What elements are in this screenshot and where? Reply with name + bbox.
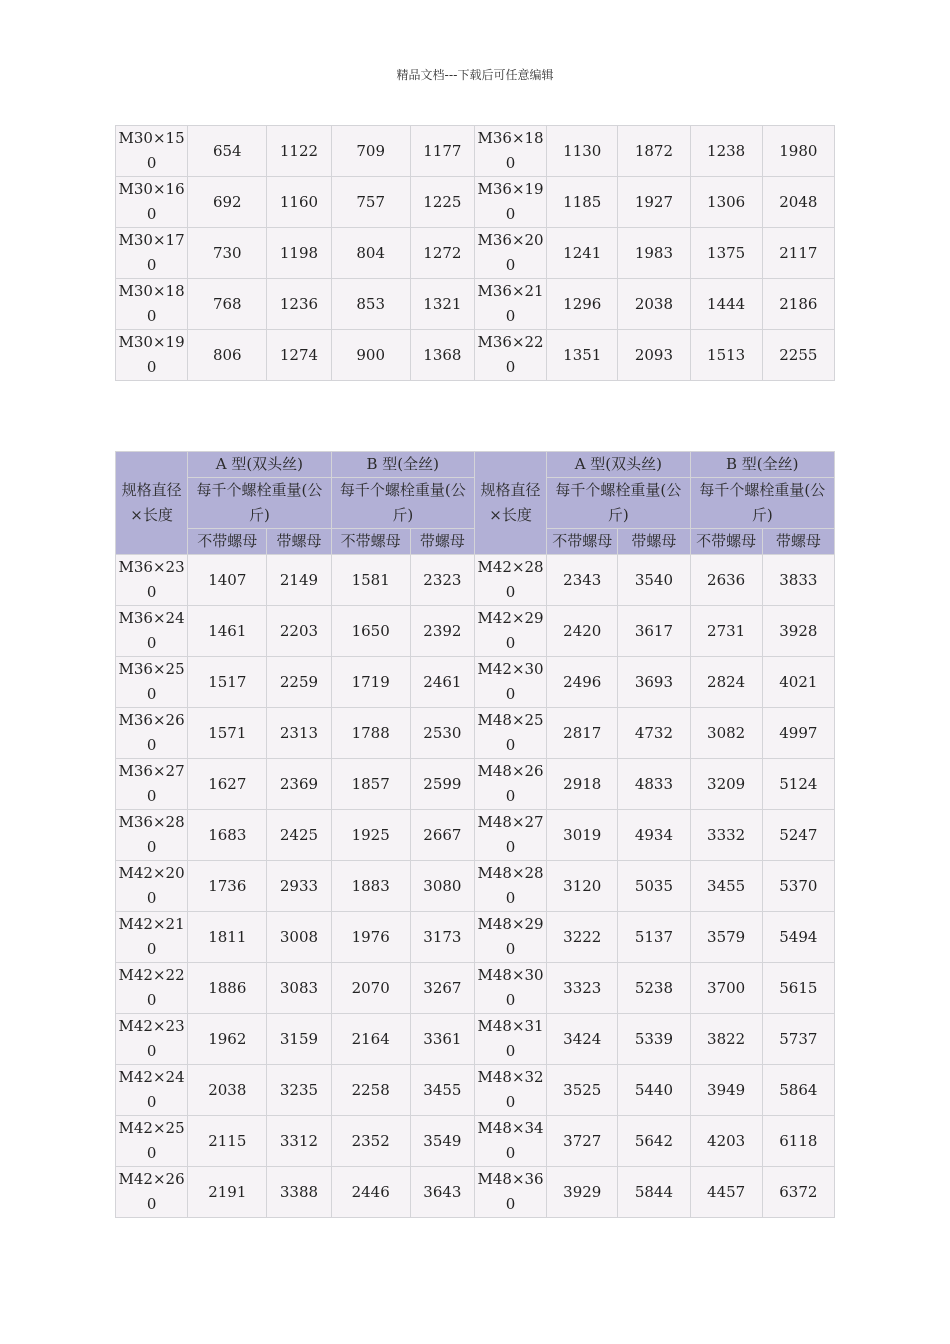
weight-cell: 2115 [188,1116,267,1167]
weight-cell: 692 [188,177,267,228]
spec-cell: M42×260 [116,1167,188,1218]
weight-cell: 3949 [690,1065,762,1116]
weight-cell: 1272 [410,228,474,279]
weight-cell: 2038 [188,1065,267,1116]
table-row [116,1014,835,1065]
weight-cell: 2352 [331,1116,410,1167]
weight-cell: 2918 [547,759,618,810]
weight-cell: 5440 [618,1065,690,1116]
weight-cell: 1296 [547,279,618,330]
weight-cell: 1811 [188,912,267,963]
spec-cell: M48×360 [474,1167,546,1218]
table-row [116,1167,835,1218]
spec-cell: M36×250 [116,657,188,708]
spec-cell: M36×200 [474,228,546,279]
table-row [116,555,835,606]
table-row [116,330,835,381]
weight-cell: 2255 [762,330,834,381]
weight-cell: 1236 [267,279,331,330]
spec-cell: M48×320 [474,1065,546,1116]
weight-cell: 5844 [618,1167,690,1218]
weight-cell: 3525 [547,1065,618,1116]
weight-cell: 5642 [618,1116,690,1167]
weight-cell: 6372 [762,1167,834,1218]
weight-cell: 2191 [188,1167,267,1218]
spec-cell: M48×280 [474,861,546,912]
weight-cell: 1225 [410,177,474,228]
weight-cell: 3332 [690,810,762,861]
weight-cell: 2392 [410,606,474,657]
weight-cell: 3235 [267,1065,331,1116]
weight-cell: 2933 [267,861,331,912]
spec-cell: M36×260 [116,708,188,759]
weight-cell: 1375 [690,228,762,279]
spec-cell: M42×210 [116,912,188,963]
weight-cell: 730 [188,228,267,279]
spec-cell: M36×180 [474,126,546,177]
spec-cell: M48×260 [474,759,546,810]
spec-cell: M30×150 [116,126,188,177]
weight-cell: 2731 [690,606,762,657]
weight-cell: 3323 [547,963,618,1014]
weight-cell: 2093 [618,330,690,381]
weight-header: 每千个螺栓重量(公斤) [547,478,690,529]
weight-cell: 1886 [188,963,267,1014]
weight-cell: 2636 [690,555,762,606]
weight-cell: 1238 [690,126,762,177]
weight-cell: 3455 [690,861,762,912]
spec-cell: M36×230 [116,555,188,606]
type-a-header-left: A 型(双头丝) [188,452,331,478]
weight-cell: 3083 [267,963,331,1014]
spec-cell: M42×200 [116,861,188,912]
spec-cell: M48×310 [474,1014,546,1065]
weight-cell: 4021 [762,657,834,708]
table-row [116,759,835,810]
table-row [116,279,835,330]
weight-cell: 1274 [267,330,331,381]
without-nut-header: 不带螺母 [188,529,267,555]
weight-cell: 5124 [762,759,834,810]
weight-cell: 3693 [618,657,690,708]
weight-cell: 1650 [331,606,410,657]
table-row [116,963,835,1014]
weight-cell: 1461 [188,606,267,657]
weight-cell: 1927 [618,177,690,228]
spec-cell: M48×270 [474,810,546,861]
with-nut-header: 带螺母 [410,529,474,555]
weight-cell: 1198 [267,228,331,279]
weight-cell: 2446 [331,1167,410,1218]
without-nut-header: 不带螺母 [331,529,410,555]
weight-cell: 1983 [618,228,690,279]
spec-header-left: 规格直径×长度 [116,452,188,555]
weight-cell: 2824 [690,657,762,708]
weight-cell: 2496 [547,657,618,708]
weight-cell: 768 [188,279,267,330]
weight-cell: 5615 [762,963,834,1014]
weight-cell: 5339 [618,1014,690,1065]
weight-cell: 3312 [267,1116,331,1167]
weight-cell: 5035 [618,861,690,912]
weight-cell: 2203 [267,606,331,657]
spec-cell: M48×290 [474,912,546,963]
type-a-header-right: A 型(双头丝) [547,452,690,478]
bolt-weight-table-top [115,125,835,381]
spec-cell: M36×280 [116,810,188,861]
weight-header: 每千个螺栓重量(公斤) [690,478,834,529]
weight-cell: 3833 [762,555,834,606]
weight-cell: 3080 [410,861,474,912]
weight-cell: 3617 [618,606,690,657]
weight-cell: 4457 [690,1167,762,1218]
weight-cell: 1872 [618,126,690,177]
weight-cell: 1241 [547,228,618,279]
weight-cell: 1177 [410,126,474,177]
weight-cell: 1122 [267,126,331,177]
weight-cell: 1185 [547,177,618,228]
weight-cell: 4997 [762,708,834,759]
spec-cell: M36×220 [474,330,546,381]
spec-cell: M42×280 [474,555,546,606]
weight-cell: 2530 [410,708,474,759]
table-row [116,657,835,708]
weight-cell: 1407 [188,555,267,606]
weight-cell: 3209 [690,759,762,810]
weight-cell: 3008 [267,912,331,963]
weight-cell: 3929 [547,1167,618,1218]
table-row [116,1065,835,1116]
spec-cell: M48×300 [474,963,546,1014]
weight-cell: 1788 [331,708,410,759]
weight-cell: 3540 [618,555,690,606]
table-row [116,708,835,759]
table-body [116,126,835,381]
spec-cell: M36×190 [474,177,546,228]
weight-cell: 4732 [618,708,690,759]
weight-cell: 1160 [267,177,331,228]
table-row [116,810,835,861]
spec-header-right: 规格直径×长度 [474,452,546,555]
table-row [116,606,835,657]
weight-cell: 806 [188,330,267,381]
weight-cell: 2343 [547,555,618,606]
type-b-header-right: B 型(全丝) [690,452,834,478]
weight-cell: 757 [331,177,410,228]
weight-cell: 3928 [762,606,834,657]
weight-cell: 1736 [188,861,267,912]
spec-cell: M36×270 [116,759,188,810]
weight-cell: 5864 [762,1065,834,1116]
weight-cell: 2038 [618,279,690,330]
weight-cell: 5494 [762,912,834,963]
weight-cell: 2070 [331,963,410,1014]
weight-header: 每千个螺栓重量(公斤) [331,478,474,529]
weight-cell: 2323 [410,555,474,606]
weight-cell: 1980 [762,126,834,177]
weight-cell: 4203 [690,1116,762,1167]
weight-cell: 3424 [547,1014,618,1065]
weight-cell: 1517 [188,657,267,708]
weight-cell: 2420 [547,606,618,657]
weight-cell: 804 [331,228,410,279]
weight-cell: 1976 [331,912,410,963]
table-body [116,555,835,1218]
weight-cell: 2048 [762,177,834,228]
weight-cell: 6118 [762,1116,834,1167]
with-nut-header: 带螺母 [618,529,690,555]
weight-cell: 5137 [618,912,690,963]
weight-cell: 2164 [331,1014,410,1065]
bolt-weight-table-main [115,451,835,1218]
with-nut-header: 带螺母 [267,529,331,555]
table-row [116,177,835,228]
weight-cell: 3700 [690,963,762,1014]
weight-cell: 1306 [690,177,762,228]
weight-cell: 4833 [618,759,690,810]
spec-cell: M42×220 [116,963,188,1014]
weight-cell: 3579 [690,912,762,963]
with-nut-header: 带螺母 [762,529,834,555]
weight-cell: 3643 [410,1167,474,1218]
weight-cell: 853 [331,279,410,330]
weight-cell: 1351 [547,330,618,381]
weight-cell: 3361 [410,1014,474,1065]
weight-cell: 2149 [267,555,331,606]
weight-header: 每千个螺栓重量(公斤) [188,478,331,529]
weight-cell: 1962 [188,1014,267,1065]
weight-cell: 5238 [618,963,690,1014]
table-row [116,228,835,279]
weight-cell: 1571 [188,708,267,759]
weight-cell: 1857 [331,759,410,810]
weight-cell: 3822 [690,1014,762,1065]
spec-cell: M30×190 [116,330,188,381]
page-header: 精品文档---下载后可任意编辑 [396,68,554,82]
weight-cell: 3082 [690,708,762,759]
weight-cell: 1130 [547,126,618,177]
weight-cell: 1627 [188,759,267,810]
weight-cell: 2258 [331,1065,410,1116]
weight-cell: 2461 [410,657,474,708]
weight-cell: 3727 [547,1116,618,1167]
weight-cell: 1368 [410,330,474,381]
weight-cell: 3455 [410,1065,474,1116]
weight-cell: 1321 [410,279,474,330]
weight-cell: 1581 [331,555,410,606]
weight-cell: 3549 [410,1116,474,1167]
weight-cell: 1925 [331,810,410,861]
spec-cell: M42×250 [116,1116,188,1167]
table-row [116,1116,835,1167]
weight-cell: 2425 [267,810,331,861]
weight-cell: 654 [188,126,267,177]
spec-cell: M42×300 [474,657,546,708]
weight-cell: 709 [331,126,410,177]
weight-cell: 1719 [331,657,410,708]
spec-cell: M30×180 [116,279,188,330]
weight-cell: 900 [331,330,410,381]
table-header [116,452,835,555]
weight-cell: 3267 [410,963,474,1014]
weight-cell: 3173 [410,912,474,963]
spec-cell: M30×160 [116,177,188,228]
spec-cell: M42×290 [474,606,546,657]
weight-cell: 2817 [547,708,618,759]
weight-cell: 2667 [410,810,474,861]
weight-cell: 3159 [267,1014,331,1065]
weight-cell: 3388 [267,1167,331,1218]
weight-cell: 2369 [267,759,331,810]
spec-cell: M42×230 [116,1014,188,1065]
table-row [116,912,835,963]
weight-cell: 3222 [547,912,618,963]
weight-cell: 2117 [762,228,834,279]
weight-cell: 2186 [762,279,834,330]
type-b-header-left: B 型(全丝) [331,452,474,478]
weight-cell: 5370 [762,861,834,912]
without-nut-header: 不带螺母 [690,529,762,555]
weight-cell: 1513 [690,330,762,381]
spec-cell: M48×340 [474,1116,546,1167]
weight-cell: 1444 [690,279,762,330]
table-row [116,126,835,177]
table-row [116,861,835,912]
weight-cell: 1883 [331,861,410,912]
spec-cell: M42×240 [116,1065,188,1116]
spec-cell: M30×170 [116,228,188,279]
spec-cell: M48×250 [474,708,546,759]
weight-cell: 5247 [762,810,834,861]
weight-cell: 3019 [547,810,618,861]
weight-cell: 2259 [267,657,331,708]
spec-cell: M36×240 [116,606,188,657]
weight-cell: 1683 [188,810,267,861]
weight-cell: 5737 [762,1014,834,1065]
spec-cell: M36×210 [474,279,546,330]
weight-cell: 2599 [410,759,474,810]
weight-cell: 3120 [547,861,618,912]
weight-cell: 2313 [267,708,331,759]
weight-cell: 4934 [618,810,690,861]
without-nut-header: 不带螺母 [547,529,618,555]
